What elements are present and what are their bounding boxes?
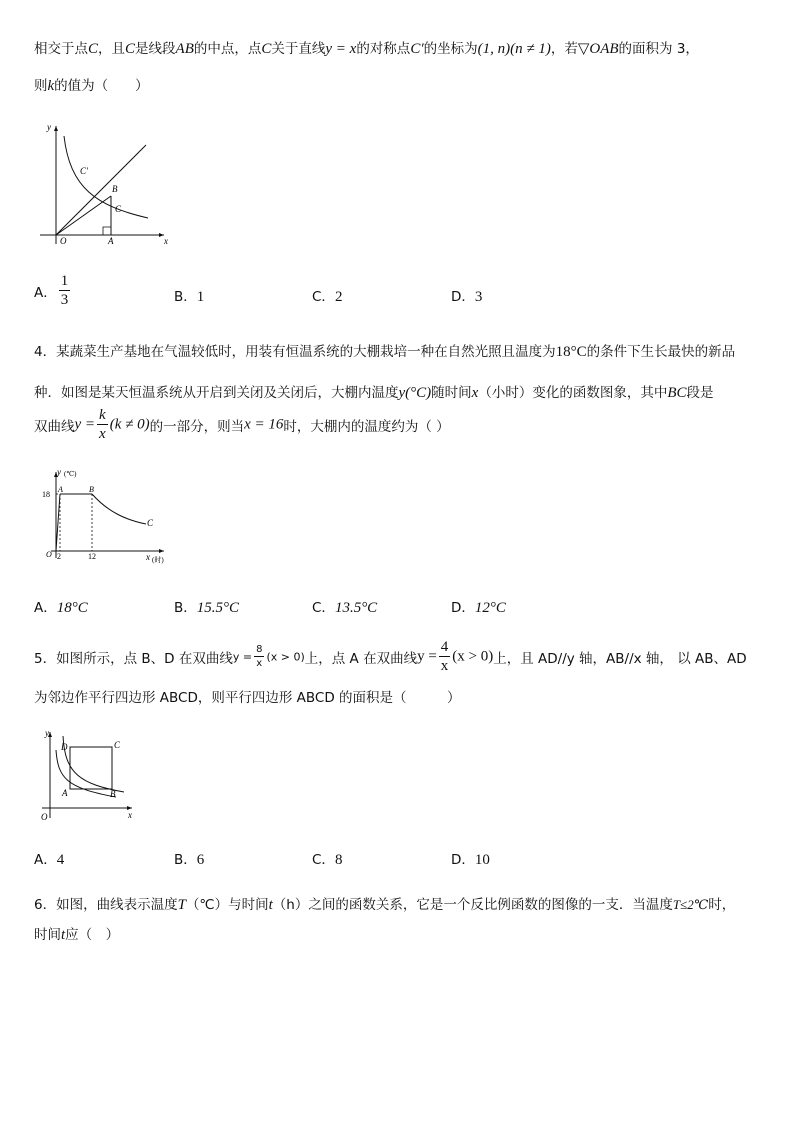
q4-label-2: 2 [57, 552, 61, 561]
option-label: C． [312, 289, 335, 305]
q3-segment-ab: AB [175, 41, 194, 57]
option-value: 1 [196, 289, 205, 305]
q3-line-yx: y = x [325, 41, 357, 57]
q3-text: 的坐标为 [423, 41, 478, 57]
q3-stem-line2 [34, 74, 149, 95]
option-label: C． [312, 600, 335, 616]
denominator: x [99, 426, 106, 442]
q4-label-x: x [146, 552, 150, 562]
q3-label-x: x [164, 236, 168, 246]
option-label: A． [34, 852, 57, 868]
q3-point-c: C [125, 41, 136, 57]
q3-option-a[interactable] [34, 274, 72, 308]
q3-y-arrow [54, 126, 58, 131]
q3-coord: (1, n)(n ≠ 1) [477, 41, 551, 57]
option-value: 6 [196, 852, 205, 868]
q4-text: 种．如图是某天恒温系统从开启到关闭及关闭后，大棚内温度 [34, 385, 399, 401]
option-value: 2 [334, 289, 343, 305]
q3-point-c: C [88, 41, 99, 57]
q3-text: 关于直线 [271, 41, 326, 57]
q4-text: 双曲线 [34, 419, 75, 435]
q3-text: 的值为（ ） [54, 78, 149, 94]
q5-label-b: B [110, 789, 116, 799]
q4-x-var: x [471, 385, 479, 401]
q6-condition: T≤2℃ [672, 897, 709, 912]
option-label: A． [34, 285, 57, 301]
option-label: A． [34, 600, 57, 616]
q4-x-arrow [159, 549, 164, 553]
q4-option-a[interactable] [34, 596, 88, 617]
q4-label-yunit: (℃) [64, 470, 77, 478]
q6-stem-line1 [34, 893, 735, 914]
q4-stem-line3 [34, 408, 450, 442]
numerator: 1 [60, 273, 69, 289]
q6-T: T [177, 897, 186, 913]
q4-label-c: C [147, 518, 154, 528]
option-value: 13.5°C [334, 600, 378, 616]
q3-hyperbola [64, 136, 148, 218]
q4-text: （小时）变化的函数图象，其中 [478, 385, 668, 401]
option-value: 4 [56, 852, 65, 868]
q4-text: 的条件下生长最快的新品 [586, 344, 736, 360]
option-value: 3 [474, 289, 483, 305]
q4-label-b: B [89, 485, 94, 494]
q4-text: 随时间 [431, 385, 472, 401]
q3-label-cprime: C′ [80, 166, 88, 176]
q4-figure [36, 466, 176, 566]
q3-label-y: y [47, 122, 51, 132]
option-label: D． [451, 852, 475, 868]
q4-label-18: 18 [42, 490, 50, 499]
q5-fraction-8 [254, 645, 264, 669]
option-label: C． [312, 852, 335, 868]
option-label: D． [451, 289, 475, 305]
q4-label-xunit: (时) [152, 556, 164, 564]
q5-label-o: O [41, 812, 48, 822]
q5-label-d: D [61, 742, 68, 752]
q5-cond2: (x > 0) [452, 648, 494, 665]
q5-text: 为邻边作平行四边形 ABCD，则平行四边形 ABCD 的面积是（ ） [34, 690, 461, 706]
option-label: B． [174, 289, 197, 305]
q4-stem-line2 [34, 381, 714, 402]
option-value: 10 [474, 852, 490, 868]
q3-stem-line1 [34, 37, 699, 58]
q4-segment-bc: BC [667, 385, 687, 401]
q5-fraction-4 [439, 640, 451, 674]
q3-label-o: O [60, 236, 67, 246]
q3-option-b[interactable] [174, 285, 204, 306]
q5-y2: y = [417, 648, 437, 665]
q5-figure [36, 726, 140, 826]
q4-condition: (k ≠ 0) [109, 416, 150, 433]
q6-stem-line2 [34, 923, 119, 944]
q5-cond1: (x > 0) [266, 650, 305, 664]
q3-text: 是线段 [135, 41, 176, 57]
q6-text: 时间 [34, 927, 61, 943]
q4-label-y: y [57, 467, 61, 477]
q3-point-cprime: C′ [410, 41, 424, 57]
q6-text: （h）之间的函数关系，它是一个反比例函数的图像的一支．当温度 [272, 897, 673, 913]
denominator: 3 [60, 292, 69, 308]
q3-label-c: C [115, 204, 122, 214]
q3-text: 的对称点 [356, 41, 411, 57]
denominator: x [440, 658, 449, 674]
option-value: 15.5°C [196, 600, 240, 616]
q4-curve-bc [92, 494, 146, 524]
q5-text: 5．如图所示，点 B、D 在双曲线 [34, 651, 233, 667]
q4-x16: x = 16 [244, 416, 284, 433]
q5-y1: y = [232, 650, 253, 664]
q5-option-c[interactable] [312, 848, 342, 869]
q4-stem-line1 [34, 340, 735, 361]
q3-text: 的面积为 3， [618, 41, 699, 57]
q4-text: 4．某蔬菜生产基地在气温较低时，用装有恒温系统的大棚栽培一种在自然光照且温度为 [34, 344, 556, 360]
q3-label-b: B [112, 184, 118, 194]
q6-text: 时， [708, 897, 736, 913]
option-value: 18°C [56, 600, 88, 616]
q4-option-b[interactable] [174, 596, 239, 617]
q4-temp: 18°C [555, 344, 587, 360]
q5-option-a[interactable] [34, 848, 64, 869]
option-value: 12°C [474, 600, 506, 616]
q4-label-12: 12 [88, 552, 96, 561]
q6-t: t [61, 927, 66, 943]
q3-fraction [59, 274, 71, 308]
q4-y-unit: y(°C) [398, 385, 432, 401]
option-label: B． [174, 852, 197, 868]
q4-text: 时，大棚内的温度约为（ ） [283, 419, 450, 435]
q5-option-d[interactable] [451, 848, 490, 869]
q3-figure [36, 118, 171, 250]
q3-text: 的中点，点 [193, 41, 262, 57]
q4-segment-oa [56, 494, 60, 551]
q5-option-b[interactable] [174, 848, 204, 869]
q4-option-d[interactable] [451, 596, 506, 617]
q6-text: （℃）与时间 [185, 897, 269, 913]
q6-t: t [268, 897, 273, 913]
q6-text: 6．如图，曲线表示温度 [34, 897, 178, 913]
q3-triangle: ▽OAB [577, 41, 619, 57]
option-label: D． [451, 600, 475, 616]
q4-fraction [97, 408, 108, 442]
option-value: 8 [334, 852, 343, 868]
q3-text: 则 [34, 78, 48, 94]
q3-line-yx [56, 145, 146, 235]
denominator: x [256, 658, 263, 669]
numerator: 8 [256, 644, 263, 655]
q5-label-c: C [114, 740, 121, 750]
q4-label-a: A [58, 485, 63, 494]
q5-label-y: y [45, 728, 49, 738]
numerator: 4 [440, 639, 449, 655]
q5-text: 上，且 AD//y 轴，AB//x 轴， 以 AB、AD [493, 651, 747, 667]
q4-option-c[interactable] [312, 596, 377, 617]
q5-stem-line2 [34, 686, 461, 706]
q3-text: ，若 [550, 41, 578, 57]
q3-option-d[interactable] [451, 285, 482, 306]
q6-text: 应（ ） [65, 927, 120, 943]
q3-text: ，且 [98, 41, 126, 57]
q3-point-c: C [261, 41, 272, 57]
q4-text: 段是 [686, 385, 714, 401]
q5-stem-line1 [34, 640, 747, 674]
option-label: B． [174, 600, 197, 616]
q4-y-eq: y = [74, 416, 96, 433]
q3-option-c[interactable] [312, 285, 342, 306]
q5-text: 上，点 A 在双曲线 [304, 651, 418, 667]
q3-right-angle [103, 227, 111, 235]
q3-text: 相交于点 [34, 41, 88, 57]
q4-label-o: O [46, 550, 52, 559]
q3-label-a: A [108, 236, 114, 246]
q5-label-a: A [62, 788, 68, 798]
numerator: k [99, 407, 106, 423]
q4-text: 的一部分，则当 [149, 419, 245, 435]
q3-k: k [47, 78, 55, 94]
q5-label-x: x [128, 810, 132, 820]
